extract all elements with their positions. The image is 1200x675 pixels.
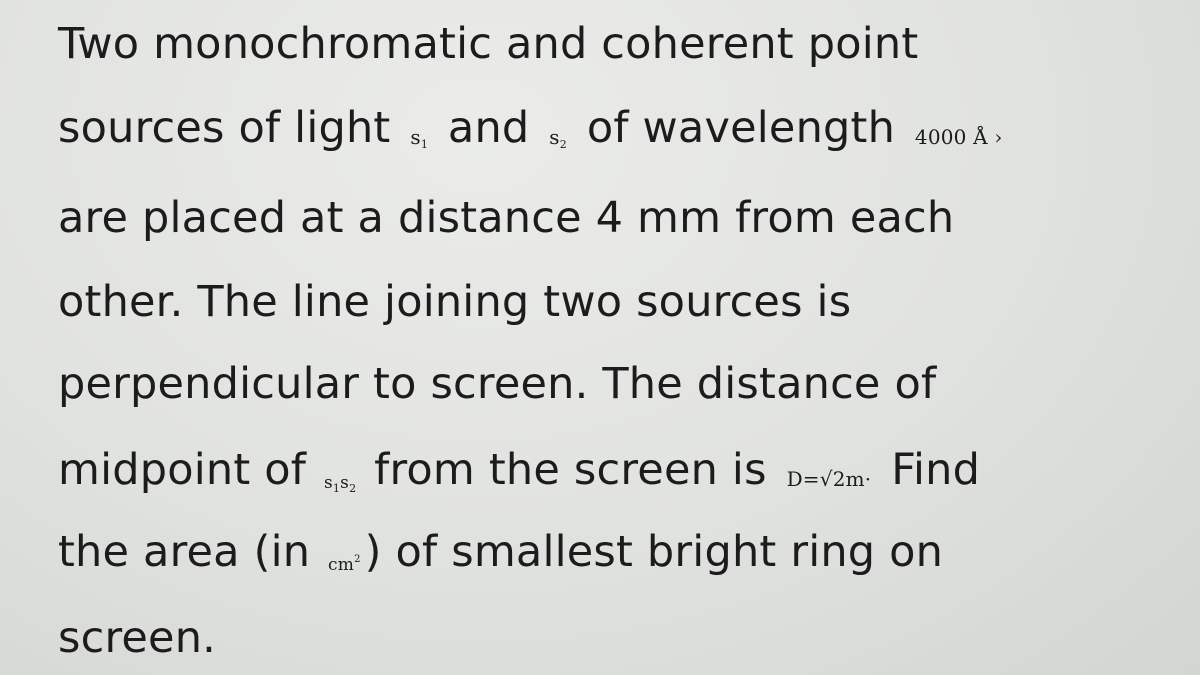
unit-cm: cm — [328, 555, 355, 575]
text-from-screen: from the screen is — [374, 445, 767, 495]
question-line-2 — [58, 100, 1009, 173]
symbol-s1s2-sub2: 2 — [349, 482, 357, 495]
unit-cm2 — [328, 555, 361, 575]
text-and: and — [447, 103, 530, 153]
text-of-wavelength: of wavelength — [586, 103, 896, 153]
symbol-s1s2-sub1: 1 — [332, 482, 341, 495]
text-sources-of-light: sources of light — [58, 103, 391, 153]
symbol-s2 — [549, 125, 567, 149]
symbol-s1 — [410, 125, 428, 149]
symbol-s2-sub: 2 — [559, 138, 567, 151]
question-line-4: other. The line joining two sources is — [58, 277, 852, 327]
distance-value: D=√2m· — [786, 467, 872, 491]
symbol-s1s2-s1: s — [323, 473, 333, 493]
question-line-1: Two monochromatic and coherent point — [58, 19, 919, 69]
question-line-7 — [58, 524, 943, 593]
text-midpoint-of: midpoint of — [58, 445, 307, 495]
question-line-3: are placed at a distance 4 mm from each — [58, 193, 955, 243]
symbol-s1s2-s2: s — [340, 473, 350, 493]
text-area-in: the area (in — [58, 527, 311, 577]
symbol-s1-sub: 1 — [420, 138, 429, 151]
unit-power: 2 — [354, 554, 361, 565]
symbol-s2-base: s — [549, 125, 560, 149]
wavelength-value: 4000 Å › — [914, 125, 1003, 149]
question-line-5: perpendicular to screen. The distance of — [58, 359, 937, 409]
question-line-6 — [58, 442, 980, 517]
symbol-s1s2 — [324, 473, 356, 493]
question-line-8: screen. — [58, 613, 217, 663]
text-find: Find — [891, 445, 981, 495]
symbol-s1-base: s — [410, 125, 421, 149]
text-smallest-ring: ) of smallest bright ring on — [364, 527, 944, 577]
